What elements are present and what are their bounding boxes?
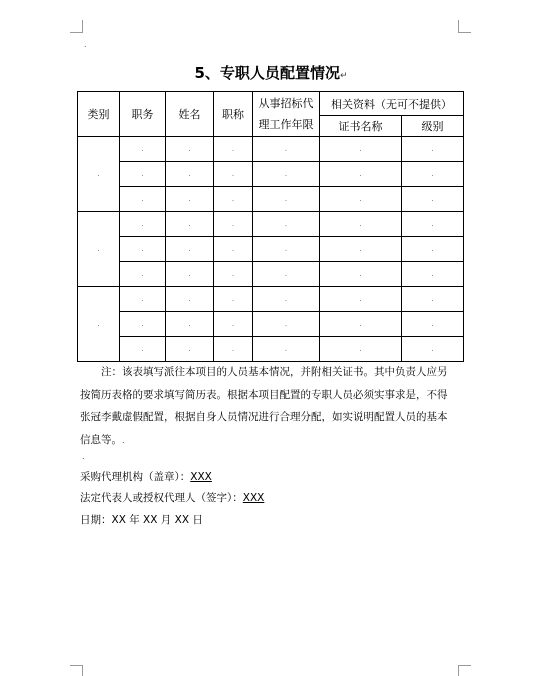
table-cell: . [402,187,464,212]
representative-label: 法定代表人或授权代理人（签字）： [80,492,243,504]
table-cell: . [120,287,166,312]
header-level: 级别 [402,116,464,137]
table-cell: . [214,337,253,362]
table-cell: . [214,312,253,337]
table-cell: . [320,162,402,187]
representative-signature-line [80,490,264,505]
table-cell: . [253,262,320,287]
table-cell: . [120,237,166,262]
staff-table [77,91,464,362]
table-cell: . [253,312,320,337]
date-text: 日期：XX 年 XX 月 XX 日 [80,514,203,526]
table-cell: . [166,137,214,162]
paragraph-mark: . [122,435,125,445]
header-experience-line1: 从事招标代 [258,97,314,110]
table-cell: . [166,212,214,237]
table-cell: . [214,212,253,237]
table-cell: . [214,162,253,187]
table-cell: . [253,287,320,312]
table-cell: . [402,287,464,312]
header-related-docs: 相关资料（无可不提供） [320,92,464,116]
table-cell: . [120,312,166,337]
table-cell: . [320,337,402,362]
table-cell: . [402,212,464,237]
page-corner-top-left [70,20,83,33]
table-cell: . [402,237,464,262]
date-line [80,512,203,527]
paragraph-mark: . [82,452,85,461]
note-line-2: 按简历表格的要求填写简历表。根据本项目配置的专职人员必须实事求是，不得 [80,388,448,401]
table-cell: . [320,212,402,237]
header-title: 职称 [214,92,253,137]
table-note [80,361,464,452]
table-cell: . [253,162,320,187]
title-text: 5、专职人员配置情况 [194,64,340,82]
agency-signature-line [80,469,212,484]
table-cell: . [402,337,464,362]
table-cell: . [120,187,166,212]
representative-value: XXX [242,492,265,504]
table-cell: . [120,162,166,187]
table-cell: . [120,262,166,287]
table-cell: . [166,237,214,262]
agency-label: 采购代理机构（盖章）： [80,471,191,483]
table-cell: . [214,187,253,212]
header-cert-name: 证书名称 [320,116,402,137]
note-line-4 [80,429,464,453]
table-cell: . [214,287,253,312]
table-cell: . [120,212,166,237]
category-cell: . [78,287,120,362]
table-cell: . [214,137,253,162]
table-cell: . [214,237,253,262]
table-cell: . [402,262,464,287]
agency-value: XXX [190,471,212,483]
table-cell: . [320,312,402,337]
table-cell: . [253,187,320,212]
table-cell: . [320,137,402,162]
table-cell: . [166,337,214,362]
page-corner-bottom-right [458,665,471,676]
note-line-3: 张冠李戴虚假配置，根据自身人员情况进行合理分配，如实说明配置人员的基本 [80,411,448,423]
table-cell: . [214,262,253,287]
table-cell: . [120,137,166,162]
table-cell: . [166,162,214,187]
note-line-1: 注：该表填写派往本项目的人员基本情况，并附相关证书。其中负责人应另 [101,366,448,378]
paragraph-mark: ↵ [339,71,348,81]
header-experience-line2: 理工作年限 [258,118,314,131]
page-title [0,62,542,83]
table-cell: . [402,162,464,187]
page-corner-top-right [458,20,471,33]
table-cell: . [402,137,464,162]
table-cell: . [253,337,320,362]
header-category: 类别 [78,92,120,137]
table-cell: . [320,287,402,312]
paragraph-mark: . [84,40,87,49]
page-corner-bottom-left [70,665,83,676]
table-cell: . [166,287,214,312]
table-cell: . [253,212,320,237]
table-cell: . [320,262,402,287]
table-cell: . [402,312,464,337]
note-line-4-text: 信息等。 [80,433,122,446]
table-cell: . [320,237,402,262]
table-cell: . [253,137,320,162]
table-cell: . [120,337,166,362]
header-position: 职务 [120,92,166,137]
header-name: 姓名 [166,92,214,137]
category-cell: . [78,212,120,287]
table-cell: . [166,312,214,337]
table-cell: . [166,187,214,212]
table-cell: . [166,262,214,287]
table-cell: . [320,187,402,212]
table-cell: . [253,237,320,262]
header-experience [253,92,320,137]
category-cell: . [78,137,120,212]
